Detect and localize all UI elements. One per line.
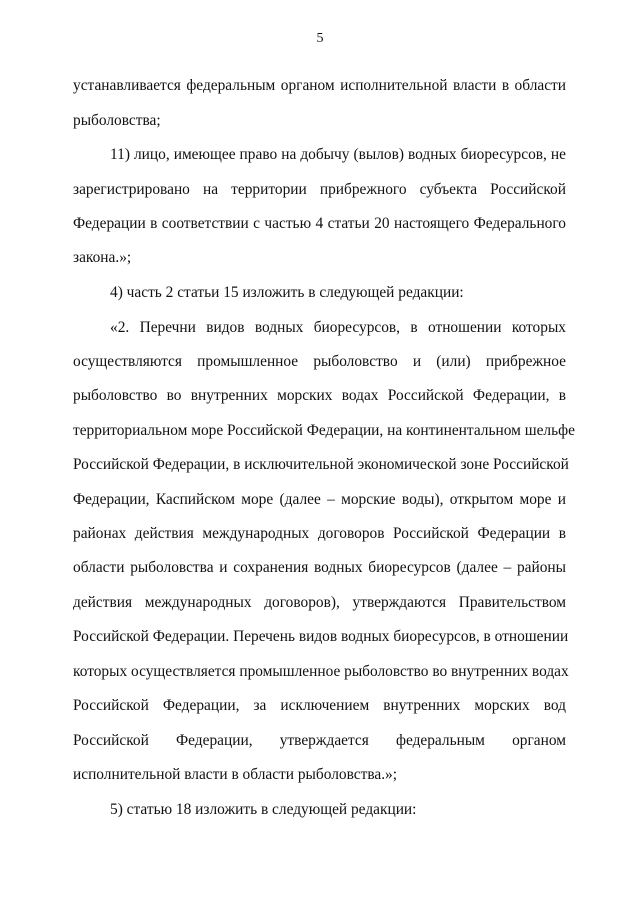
paragraph-line: устанавливается федеральным органом исполнительной власти в области [73,77,566,94]
paragraph-line: которых осуществляется промышленное рыболовство во внутренних водах [73,663,569,680]
paragraph-line: закона.»; [73,249,132,266]
paragraph-line: Российской Федерации, утверждается федеральным органом [73,732,566,749]
paragraph-line: области рыболовства и сохранения водных биоресурсов (далее – районы [73,559,566,576]
paragraph-line: исполнительной власти в области рыболовства.»; [73,766,398,783]
paragraph-line: осуществляются промышленное рыболовство и (или) прибрежное [73,353,566,370]
paragraph-line: Федерации в соответствии с частью 4 статьи 20 настоящего Федерального [73,215,566,232]
paragraph-line: Федерации, Каспийском море (далее – морские воды), открытом море и [73,491,566,508]
paragraph-line: Российской Федерации, за исключением внутренних морских вод [73,697,566,714]
paragraph-line: действия международных договоров), утверждаются Правительством [73,594,566,611]
page-number: 5 [316,31,324,46]
paragraph-line: зарегистрировано на территории прибрежного субъекта Российской [73,181,566,198]
paragraph-line: Российской Федерации. Перечень видов водных биоресурсов, в отношении [73,628,569,645]
paragraph-line: рыболовство во внутренних морских водах Российской Федерации, в [73,387,566,404]
paragraph-line: Российской Федерации, в исключительной экономической зоне Российской [73,456,569,473]
paragraph-line: 11) лицо, имеющее право на добычу (вылов) водных биоресурсов, не [110,146,566,163]
paragraph-line: рыболовства; [73,112,161,129]
paragraph-line: территориальном море Российской Федерации, на континентальном шельфе [73,422,575,439]
paragraph-line: 4) часть 2 статьи 15 изложить в следующей редакции: [110,284,464,301]
paragraph-line: «2. Перечни видов водных биоресурсов, в отношении которых [110,319,566,336]
paragraph-line: районах действия международных договоров Российской Федерации в [73,525,566,542]
paragraph-line: 5) статью 18 изложить в следующей редакции: [110,801,417,818]
